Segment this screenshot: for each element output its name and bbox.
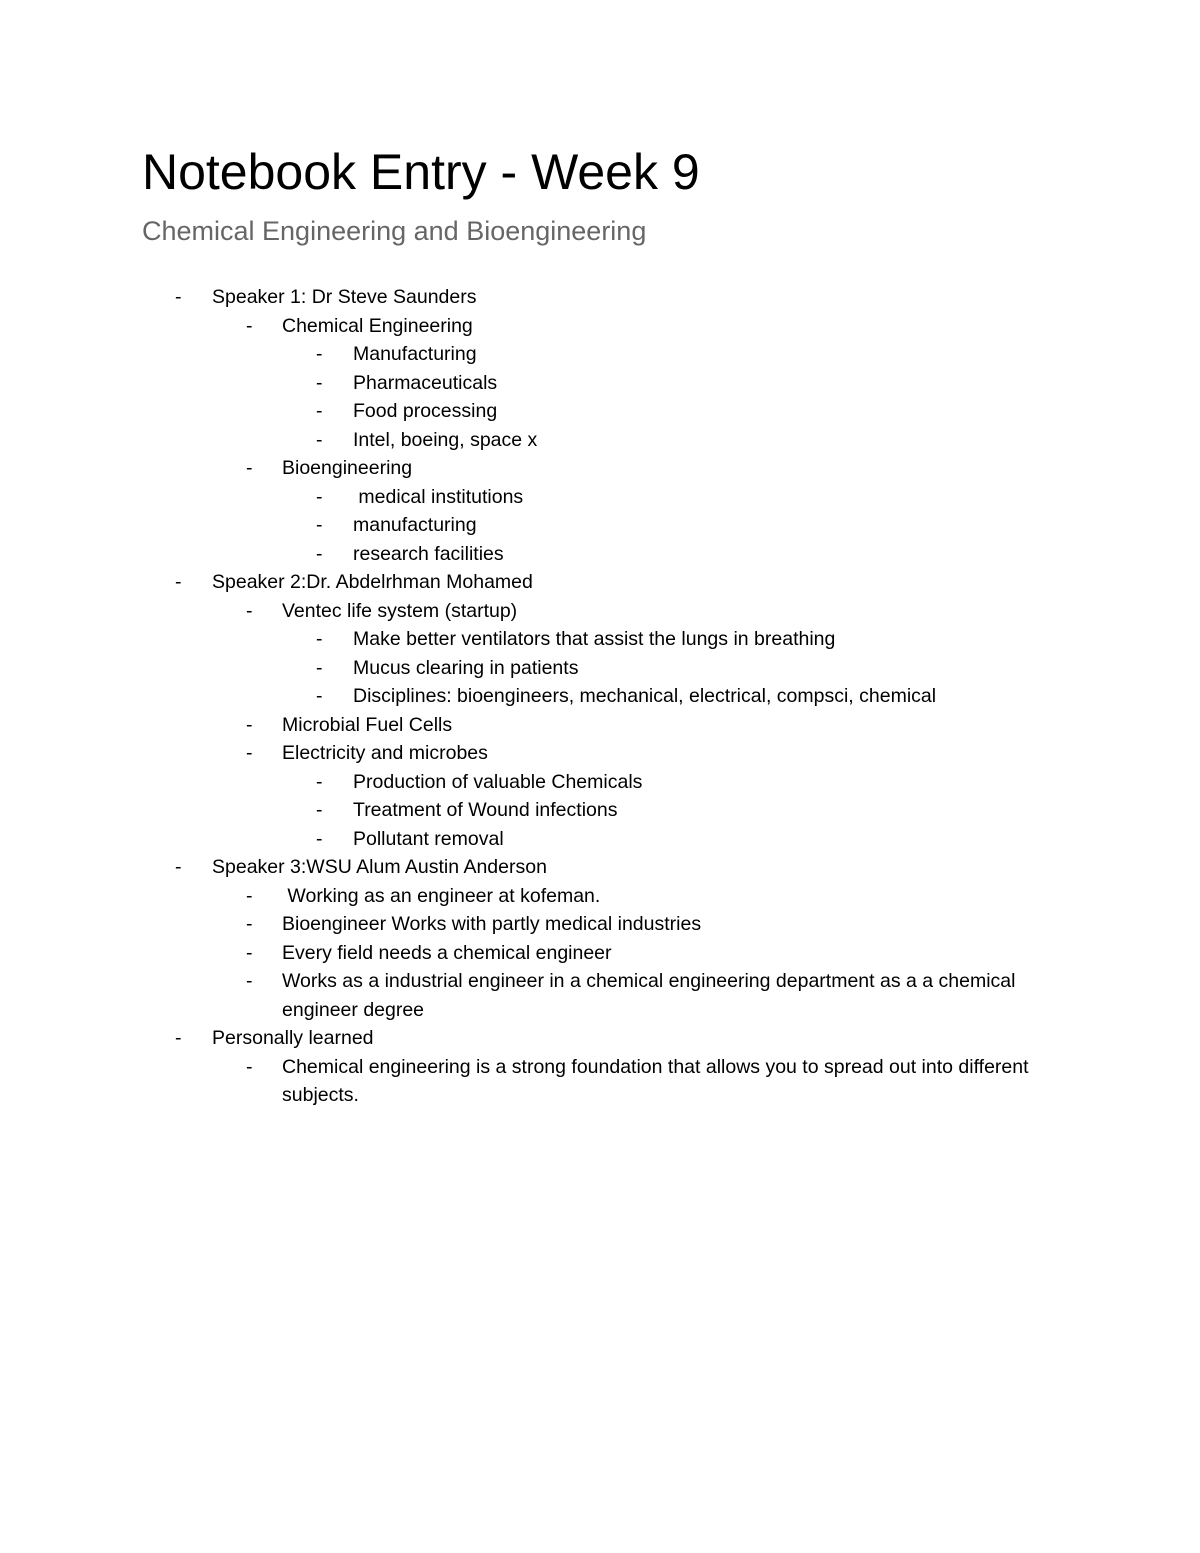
list-item-text: Bioengineering (282, 457, 413, 479)
list-item-text: research facilities (353, 542, 504, 565)
bullet-dash: - (316, 514, 323, 536)
list-item (0, 369, 1200, 398)
list-item-text: Production of valuable Chemicals (353, 770, 643, 793)
list-item-text: Personally learned (212, 1027, 374, 1049)
notes-outline (0, 283, 1200, 1110)
bullet-dash: - (175, 571, 182, 593)
bullet-dash: - (246, 742, 253, 764)
list-item (0, 796, 1200, 825)
list-item (0, 967, 1200, 1024)
list-item (0, 1024, 1200, 1053)
list-item-text: Every field needs a chemical engineer (282, 941, 612, 964)
bullet-dash: - (246, 913, 253, 935)
list-item (0, 853, 1200, 882)
list-item (0, 540, 1200, 569)
list-item (0, 568, 1200, 597)
list-item (0, 939, 1200, 968)
bullet-dash: - (316, 799, 323, 821)
list-item-text: Speaker 2:Dr. Abdelrhman Mohamed (212, 571, 533, 593)
list-item (0, 283, 1200, 312)
bullet-dash: - (246, 970, 253, 992)
bullet-dash: - (316, 542, 323, 565)
page-subtitle: Chemical Engineering and Bioengineering (142, 216, 647, 246)
bullet-dash: - (316, 400, 323, 422)
list-item (0, 768, 1200, 797)
bullet-dash: - (316, 827, 323, 850)
bullet-dash: - (316, 770, 323, 793)
list-item-text: Microbial Fuel Cells (282, 713, 453, 736)
bullet-dash: - (316, 628, 323, 650)
bullet-dash: - (246, 713, 253, 736)
page-title: Notebook Entry - Week 9 (142, 144, 700, 200)
list-item (0, 682, 1200, 711)
list-item (0, 711, 1200, 740)
list-item (0, 739, 1200, 768)
list-item (0, 511, 1200, 540)
bullet-dash: - (316, 485, 323, 508)
bullet-dash: - (316, 371, 323, 394)
list-item-text: Working as an engineer at kofeman. (282, 884, 601, 907)
list-item-text: Electricity and microbes (282, 742, 488, 764)
bullet-dash: - (316, 343, 323, 365)
bullet-dash: - (316, 656, 323, 679)
list-item-text: Pharmaceuticals (353, 371, 498, 394)
list-item (0, 426, 1200, 455)
list-item (0, 454, 1200, 483)
list-item-text: Bioengineer Works with partly medical industries (282, 913, 702, 935)
bullet-dash: - (316, 428, 323, 451)
list-item-text: Food processing (353, 400, 498, 422)
list-item (0, 825, 1200, 854)
bullet-dash: - (246, 314, 253, 337)
list-item-text: medical institutions (353, 485, 524, 508)
bullet-dash: - (246, 941, 253, 964)
list-item-text: Ventec life system (startup) (282, 599, 518, 622)
bullet-dash: - (246, 457, 253, 479)
list-item-text: Intel, boeing, space x (353, 428, 538, 451)
bullet-dash: - (246, 599, 253, 622)
list-item-text: Mucus clearing in patients (353, 656, 579, 679)
list-item-text: Chemical Engineering (282, 314, 473, 337)
bullet-dash: - (175, 856, 182, 878)
list-item-text: Make better ventilators that assist the lungs in breathing (353, 628, 836, 650)
bullet-dash: - (175, 286, 182, 308)
list-item-text: manufacturing (353, 514, 477, 536)
list-item (0, 625, 1200, 654)
list-item-text: Chemical engineering is a strong foundation that allows you to spread out into different subjects. (282, 1055, 1029, 1106)
list-item-text: Manufacturing (353, 343, 477, 365)
list-item (0, 882, 1200, 911)
list-item-text: Disciplines: bioengineers, mechanical, electrical, compsci, chemical (353, 685, 937, 707)
list-item (0, 654, 1200, 683)
bullet-dash: - (246, 884, 253, 907)
bullet-dash: - (175, 1027, 182, 1049)
list-item (0, 1053, 1200, 1110)
bullet-dash: - (316, 685, 323, 707)
list-item (0, 312, 1200, 341)
bullet-dash: - (246, 1055, 253, 1078)
list-item (0, 340, 1200, 369)
list-item-text: Treatment of Wound infections (353, 799, 618, 821)
list-item-text: Works as a industrial engineer in a chemical engineering department as a a chemical engineer degree (282, 970, 1016, 1021)
list-item-text: Pollutant removal (353, 827, 504, 850)
list-item-text: Speaker 3:WSU Alum Austin Anderson (212, 856, 547, 878)
list-item (0, 910, 1200, 939)
list-item-text: Speaker 1: Dr Steve Saunders (212, 286, 477, 308)
list-item (0, 483, 1200, 512)
list-item (0, 597, 1200, 626)
list-item (0, 397, 1200, 426)
